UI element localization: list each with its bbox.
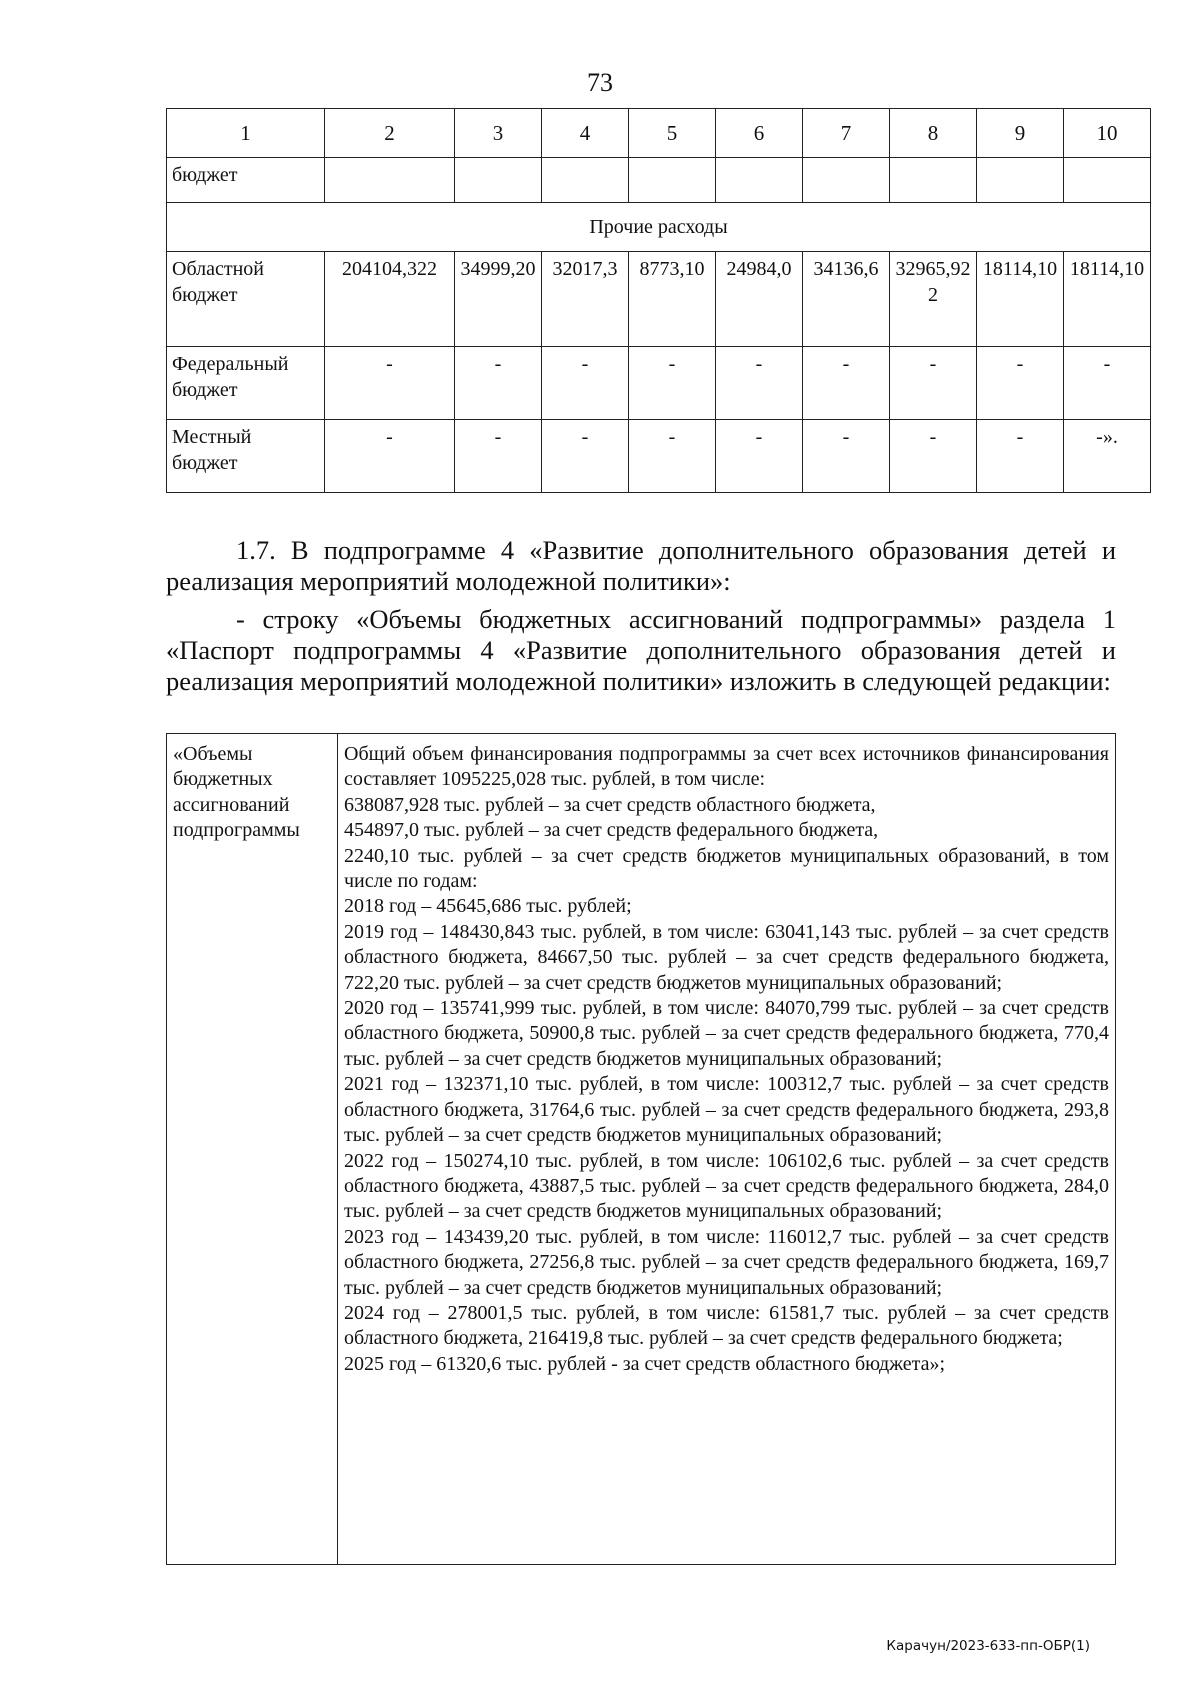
- table-cell: [977, 158, 1064, 203]
- paragraph-subprogram-4: 1.7. В подпрограмме 4 «Развитие дополнительного образования детей и реализация мероприятий молодежной политики»:: [166, 535, 1116, 596]
- table-header-row: [167, 109, 1151, 158]
- table-row: [167, 420, 1151, 493]
- table-cell: [455, 158, 542, 203]
- budget-table: [166, 108, 1151, 493]
- table-row: [167, 158, 1151, 203]
- row-label: Федеральный бюджет: [167, 347, 325, 420]
- table-cell: 8773,10: [629, 252, 716, 347]
- funding-line: 454897,0 тыс. рублей – за счет средств федерального бюджета,: [344, 819, 879, 842]
- table-cell: -: [325, 420, 455, 493]
- table-cell: -: [325, 347, 455, 420]
- funding-year-line: 2020 год – 135741,999 тыс. рублей, в том числе: 84070,799 тыс. рублей – за счет средств областного бюджета, 50900,8 тыс. рублей – за счет средств федерального бюджета, 770,4 тыс. рублей – за счет средств бюджетов муниципальных образований;: [344, 997, 1109, 1070]
- table-cell: [542, 158, 629, 203]
- table-cell: -: [803, 347, 890, 420]
- column-header: 1: [167, 109, 325, 158]
- table-cell: 204104,322: [325, 252, 455, 347]
- paragraph-amendment: - строку «Объемы бюджетных ассигнований подпрограммы» раздела 1 «Паспорт подпрограммы 4 «Развитие дополнительного образования детей и реализация мероприятий молодежной политики» изложить в следующей редакции:: [166, 604, 1116, 696]
- table-cell: -: [1064, 347, 1151, 420]
- table-cell: 32965,922: [890, 252, 977, 347]
- funding-summary: Общий объем финансирования подпрограммы за счет всех источников финансирования составляет 1095225,028 тыс. рублей, в том числе:: [344, 743, 1109, 791]
- table-cell: -: [890, 420, 977, 493]
- funding-line: 2240,10 тыс. рублей – за счет средств бюджетов муниципальных образований, в том числе по годам:: [344, 844, 1109, 893]
- table-cell: -: [977, 347, 1064, 420]
- column-header: 7: [803, 109, 890, 158]
- funding-year-line: 2023 год – 143439,20 тыс. рублей, в том числе: 116012,7 тыс. рублей – за счет средств областного бюджета, 27256,8 тыс. рублей – за счет средств федерального бюджета, 169,7 тыс. рублей – за счет средств бюджетов муниципальных образований;: [344, 1225, 1109, 1299]
- table-row: [167, 252, 1151, 347]
- table-cell: -».: [1064, 420, 1151, 493]
- table-cell: [803, 158, 890, 203]
- table-cell: -: [542, 347, 629, 420]
- table-cell: -: [977, 420, 1064, 493]
- table-cell: -: [890, 347, 977, 420]
- table-cell: -: [542, 420, 629, 493]
- funding-year-line: 2022 год – 150274,10 тыс. рублей, в том числе: 106102,6 тыс. рублей – за счет средств областного бюджета, 43887,5 тыс. рублей – за счет средств федерального бюджета, 284,0 тыс. рублей – за счет средств бюджетов муниципальных образований;: [344, 1149, 1109, 1223]
- page-number: 73: [587, 68, 613, 97]
- table-cell: [325, 158, 455, 203]
- table-cell: [1064, 158, 1151, 203]
- section-title: Прочие расходы: [167, 203, 1151, 252]
- passport-row-title: «Объемы бюджетных ассигнований подпрограммы: [167, 734, 338, 1565]
- table-cell: 34136,6: [803, 252, 890, 347]
- table-row: [167, 734, 1116, 1565]
- funding-year-line: 2018 год – 45645,686 тыс. рублей;: [344, 895, 632, 918]
- table-cell: 32017,3: [542, 252, 629, 347]
- table-cell: -: [455, 420, 542, 493]
- table-cell: 18114,10: [1064, 252, 1151, 347]
- table-cell: [629, 158, 716, 203]
- table-cell: -: [716, 347, 803, 420]
- document-footer-code: Карачун/2023-633-пп-ОБР(1): [886, 1638, 1090, 1654]
- table-cell: -: [455, 347, 542, 420]
- column-header: 2: [325, 109, 455, 158]
- table-cell: 34999,20: [455, 252, 542, 347]
- table-cell: [890, 158, 977, 203]
- row-label: Местный бюджет: [167, 420, 325, 493]
- column-header: 10: [1064, 109, 1151, 158]
- funding-year-line: 2024 год – 278001,5 тыс. рублей, в том числе: 61581,7 тыс. рублей – за счет средств областного бюджета, 216419,8 тыс. рублей – за счет средств федерального бюджета;: [344, 1301, 1109, 1350]
- funding-year-line: 2025 год – 61320,6 тыс. рублей - за счет средств областного бюджета»;: [344, 1352, 946, 1375]
- table-cell: 18114,10: [977, 252, 1064, 347]
- section-row: [167, 203, 1151, 252]
- table-cell: -: [629, 420, 716, 493]
- column-header: 4: [542, 109, 629, 158]
- passport-row-body: [338, 734, 1116, 1565]
- table-cell: -: [803, 420, 890, 493]
- table-cell: 24984,0: [716, 252, 803, 347]
- column-header: 3: [455, 109, 542, 158]
- column-header: 9: [977, 109, 1064, 158]
- funding-year-line: 2019 год – 148430,843 тыс. рублей, в том числе: 63041,143 тыс. рублей – за счет средств областного бюджета, 84667,50 тыс. рублей – за счет средств федерального бюджета, 722,20 тыс. рублей – за счет средств бюджетов муниципальных образований;: [344, 920, 1109, 994]
- row-label: бюджет: [167, 158, 325, 203]
- column-header: 5: [629, 109, 716, 158]
- table-row: [167, 347, 1151, 420]
- column-header: 6: [716, 109, 803, 158]
- funding-year-line: 2021 год – 132371,10 тыс. рублей, в том числе: 100312,7 тыс. рублей – за счет средств областного бюджета, 31764,6 тыс. рублей – за счет средств федерального бюджета, 293,8 тыс. рублей – за счет средств бюджетов муниципальных образований;: [344, 1073, 1109, 1147]
- funding-line: 638087,928 тыс. рублей – за счет средств областного бюджета,: [344, 793, 876, 816]
- passport-table: [166, 733, 1116, 1565]
- row-label: Областной бюджет: [167, 252, 325, 347]
- table-cell: [716, 158, 803, 203]
- table-cell: -: [629, 347, 716, 420]
- table-cell: -: [716, 420, 803, 493]
- column-header: 8: [890, 109, 977, 158]
